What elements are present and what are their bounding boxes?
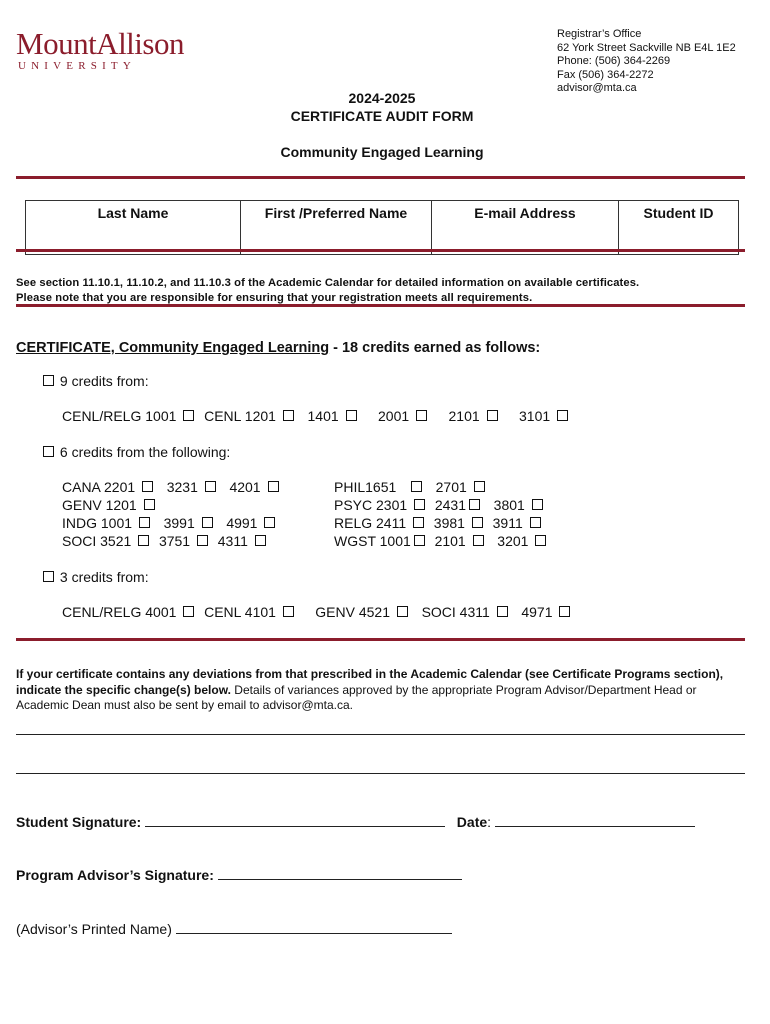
course-checkbox[interactable]	[497, 606, 508, 617]
course-label: 2001	[378, 408, 410, 424]
university-logo-subtitle: UNIVERSITY	[18, 60, 136, 72]
form-title: CERTIFICATE AUDIT FORM	[290, 108, 474, 124]
deviation-instructions	[16, 667, 751, 714]
date-label: Date	[456, 814, 488, 830]
note-line-1: See section 11.10.1, 11.10.2, and 11.10.3 of the Academic Calendar for detailed information on available certificates.	[16, 277, 640, 289]
course-label: 2701	[435, 479, 467, 495]
course-checkbox[interactable]	[469, 499, 480, 510]
course-label: 4971	[521, 604, 553, 620]
deviation-line-2[interactable]	[16, 773, 745, 774]
advisor-printed-name-line[interactable]	[176, 919, 452, 934]
course-checkbox[interactable]	[414, 535, 425, 546]
group1-checkbox[interactable]	[43, 375, 54, 386]
section-heading-title: CERTIFICATE, Community Engaged Learning	[16, 340, 330, 356]
group2-right-row-3	[334, 515, 543, 531]
calendar-note	[16, 276, 639, 306]
registrar-contact-block	[557, 28, 736, 96]
office-email: advisor@mta.ca	[557, 82, 637, 94]
course-checkbox[interactable]	[255, 535, 266, 546]
course-label: 4311	[217, 533, 248, 549]
date-colon: :	[487, 814, 492, 830]
course-checkbox[interactable]	[202, 517, 213, 528]
group2-left-row-1	[62, 479, 281, 495]
course-checkbox[interactable]	[264, 517, 275, 528]
course-checkbox[interactable]	[532, 499, 543, 510]
course-label: 2101	[448, 408, 480, 424]
course-label: 3231	[166, 479, 198, 495]
group2-left-row-2	[62, 497, 157, 513]
email-field[interactable]	[432, 201, 619, 255]
office-address: 62 York Street Sackville NB E4L 1E2	[557, 41, 736, 54]
courses-divider	[16, 638, 745, 641]
group2-checkbox[interactable]	[43, 446, 54, 457]
student-signature-label: Student Signature:	[16, 814, 142, 830]
course-checkbox[interactable]	[183, 606, 194, 617]
course-checkbox[interactable]	[144, 499, 155, 510]
course-label: PHIL1651	[334, 479, 397, 495]
course-checkbox[interactable]	[205, 481, 216, 492]
course-checkbox[interactable]	[411, 481, 422, 492]
course-checkbox[interactable]	[397, 606, 408, 617]
course-label: 3981	[433, 515, 465, 531]
course-label: CENL/RELG 1001	[62, 408, 177, 424]
date-line[interactable]	[495, 812, 695, 827]
form-year: 2024-2025	[348, 90, 416, 106]
last-name-field[interactable]	[26, 201, 241, 255]
group2-left-row-4	[62, 533, 268, 549]
office-name: Registrar’s Office	[557, 28, 642, 40]
course-checkbox[interactable]	[268, 481, 279, 492]
deviation-line-1[interactable]	[16, 734, 745, 735]
course-label: CENL/RELG 4001	[62, 604, 177, 620]
student-signature-line[interactable]	[145, 812, 445, 827]
certificate-subject: Community Engaged Learning	[280, 144, 484, 160]
university-logo-wordmark: MountAllison	[16, 26, 184, 61]
course-label: 2431	[434, 497, 466, 513]
deviation-normal-text: Details of variances approved by the appropriate Program Advisor/Department Head or Academic Dean must also be sent by email to advisor@mta.ca.	[16, 682, 697, 712]
course-label: CANA 2201	[62, 479, 136, 495]
group1-courses	[62, 408, 570, 424]
course-label: SOCI 3521	[62, 533, 132, 549]
group2-label-row	[40, 444, 230, 460]
group3-checkbox[interactable]	[43, 571, 54, 582]
course-label: 2101	[434, 533, 466, 549]
course-label: 4991	[226, 515, 258, 531]
group2-left-row-3	[62, 515, 277, 531]
course-checkbox[interactable]	[473, 535, 484, 546]
course-checkbox[interactable]	[414, 499, 425, 510]
course-label: 3201	[497, 533, 529, 549]
first-name-header: First /Preferred Name	[264, 205, 408, 221]
course-checkbox[interactable]	[416, 410, 427, 421]
email-header: E-mail Address	[474, 205, 576, 221]
course-label: GENV 1201	[62, 497, 137, 513]
group3-courses	[62, 604, 572, 620]
advisor-printed-name-row	[16, 919, 452, 937]
course-checkbox[interactable]	[530, 517, 541, 528]
group2-right-row-2	[334, 497, 545, 513]
course-label: 3991	[163, 515, 195, 531]
course-label: CENL 1201	[204, 408, 276, 424]
course-label: GENV 4521	[315, 604, 390, 620]
course-checkbox[interactable]	[413, 517, 424, 528]
table-divider	[16, 249, 745, 252]
course-checkbox[interactable]	[283, 410, 294, 421]
course-label: CENL 4101	[204, 604, 276, 620]
student-signature-row	[16, 812, 695, 830]
course-label: RELG 2411	[334, 515, 407, 531]
course-checkbox[interactable]	[487, 410, 498, 421]
student-info-table	[25, 200, 739, 255]
course-label: 1401	[307, 408, 339, 424]
course-label: 4201	[229, 479, 261, 495]
first-name-field[interactable]	[241, 201, 432, 255]
course-label: 3911	[492, 515, 523, 531]
course-checkbox[interactable]	[142, 481, 153, 492]
header-divider	[16, 176, 745, 179]
course-label: 3101	[519, 408, 551, 424]
note-line-2: Please note that you are responsible for ensuring that your registration meets all requirements.	[16, 292, 533, 304]
last-name-header: Last Name	[97, 205, 169, 221]
course-checkbox[interactable]	[535, 535, 546, 546]
course-checkbox[interactable]	[474, 481, 485, 492]
section-heading	[16, 340, 540, 356]
office-phone: Phone: (506) 364-2269	[557, 55, 671, 67]
group2-label: 6 credits from the following:	[59, 444, 231, 460]
group3-label-row	[40, 569, 149, 585]
course-label: WGST 1001	[334, 533, 411, 549]
advisor-printed-name-label: (Advisor’s Printed Name)	[16, 921, 172, 937]
course-checkbox[interactable]	[139, 517, 150, 528]
group3-label: 3 credits from:	[59, 569, 149, 585]
course-checkbox[interactable]	[559, 606, 570, 617]
advisor-signature-label: Program Advisor’s Signature:	[16, 867, 214, 883]
course-label: 3801	[493, 497, 525, 513]
course-checkbox[interactable]	[557, 410, 568, 421]
course-checkbox[interactable]	[283, 606, 294, 617]
group1-label: 9 credits from:	[59, 373, 149, 389]
course-label: PSYC 2301	[334, 497, 408, 513]
course-label: 3751	[158, 533, 191, 549]
group1-label-row	[40, 373, 149, 389]
course-checkbox[interactable]	[346, 410, 357, 421]
course-checkbox[interactable]	[472, 517, 483, 528]
course-label: SOCI 4311	[421, 604, 490, 620]
course-label: INDG 1001	[62, 515, 133, 531]
office-fax: Fax (506) 364-2272	[557, 68, 654, 81]
section-heading-rest: - 18 credits earned as follows:	[329, 340, 541, 356]
note-divider	[16, 304, 745, 307]
deviation-bold-text: If your certificate contains any deviations from that prescribed in the Academic Calendar (see Certificate Programs section), indicate the specific change(s) below.	[16, 667, 724, 697]
course-checkbox[interactable]	[197, 535, 208, 546]
student-id-field[interactable]	[619, 201, 739, 255]
group2-right-row-4	[334, 533, 548, 549]
course-checkbox[interactable]	[183, 410, 194, 421]
advisor-signature-row	[16, 865, 462, 883]
group2-right-row-1	[334, 479, 487, 495]
student-id-header: Student ID	[643, 205, 714, 221]
advisor-signature-line[interactable]	[218, 865, 462, 880]
course-checkbox[interactable]	[138, 535, 149, 546]
